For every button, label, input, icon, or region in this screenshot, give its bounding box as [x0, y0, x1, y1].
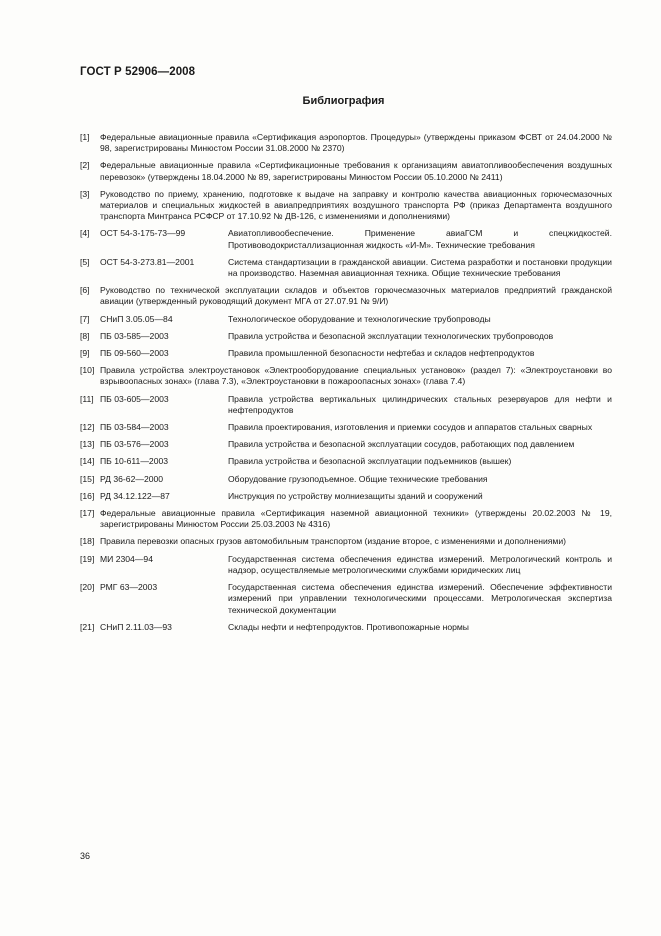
entry-text: Оборудование грузоподъемное. Общие технические требования: [228, 473, 488, 484]
entry-text: Руководство по приему, хранению, подготовке к выдаче на заправку и контролю качества авиационных горючесмазочных материалов и специальных жидкостей в авиапредприятиях воздушного транспорта РФ (приказ Департамента воздушного транспорта Минтранса РСФСР от 17.10.92 № ДВ-126, с изменениями и дополнениями): [100, 188, 612, 222]
entry-number: [2]: [80, 160, 90, 171]
entry-code: ПБ 03-576—2003: [100, 439, 169, 450]
bibliography-entry: [80, 536, 612, 547]
entry-number: [16]: [80, 490, 95, 501]
entry-text: Технологическое оборудование и технологические трубопроводы: [228, 313, 491, 324]
bibliography-list: [80, 132, 612, 639]
entry-text: Государственная система обеспечения единства измерений. Метрологический контроль и надзор, осуществляемые метрологическими службами юридических лиц: [228, 553, 612, 575]
entry-number: [6]: [80, 285, 90, 296]
entry-code: ПБ 03-605—2003: [100, 393, 169, 404]
entry-text: Инструкция по устройству молниезащиты зданий и сооружений: [228, 490, 483, 501]
entry-number: [10]: [80, 365, 95, 376]
bibliography-entry: [80, 491, 612, 502]
entry-number: [7]: [80, 313, 90, 324]
entry-number: [1]: [80, 132, 90, 142]
bibliography-entry: [80, 132, 612, 154]
entry-number: [11]: [80, 393, 94, 404]
entry-number: [17]: [80, 508, 95, 519]
entry-text: Государственная система обеспечения единства измерений. Обеспечение эффективности измерений при управлении технологическими процессами. Метрологическая экспертиза технической документации: [228, 582, 612, 615]
entry-number: [12]: [80, 422, 95, 433]
bibliography-entry: [80, 456, 612, 467]
bibliography-entry: [80, 439, 612, 450]
entry-code: ПБ 10-611—2003: [100, 456, 169, 467]
entry-code: ПБ 03-584—2003: [100, 422, 169, 433]
bibliography-entry: [80, 554, 612, 576]
entry-text: Правила устройства и безопасной эксплуатации подъемников (вышек): [228, 456, 512, 467]
entry-code: СНиП 2.11.03—93: [100, 621, 172, 632]
entry-code: ОСТ 54-3-175-73—99: [100, 228, 186, 239]
entry-text: Правила проектирования, изготовления и приемки сосудов и аппаратов стальных сварных: [228, 422, 593, 433]
entry-text: Правила устройства и безопасной эксплуатации сосудов, работающих под давлением: [228, 439, 575, 450]
entry-number: [21]: [80, 621, 95, 632]
bibliography-entry: [80, 331, 612, 342]
bibliography-title: Библиография: [302, 95, 385, 107]
entry-number: [8]: [80, 330, 90, 341]
entry-number: [18]: [80, 536, 95, 547]
entry-text: Правила перевозки опасных грузов автомобильным транспортом (издание второе, с изменениями и дополнениями): [100, 536, 566, 547]
entry-code: ОСТ 54-3-273.81—2001: [100, 256, 195, 267]
entry-text: Авиатопливообеспечение. Применение авиаГСМ и спецжидкостей. Противоводокристаллизационная жидкость «И-М». Технические требования: [228, 228, 612, 250]
bibliography-entry: [80, 257, 612, 279]
entry-number: [9]: [80, 348, 90, 359]
bibliography-entry: [80, 348, 612, 359]
entry-code: ПБ 03-585—2003: [100, 330, 169, 341]
entry-text: Федеральные авиационные правила «Сертификационные требования к организациям авиатопливообеспечения воздушных перевозок» (утверждены 18.04.2000 № 89, зарегистрированы Минюстом России 05.10.2000 № 2411): [100, 160, 612, 182]
entry-text: Руководство по технической эксплуатации складов и объектов горючесмазочных материалов предприятий гражданской авиации (утвержденный руководящий документ МГА от 27.07.91 № 9/И): [100, 285, 612, 307]
entry-code: ПБ 09-560—2003: [100, 348, 169, 359]
entry-text: Правила промышленной безопасности нефтебаз и складов нефтепродуктов: [228, 348, 535, 359]
entry-number: [13]: [80, 439, 95, 450]
entry-number: [15]: [80, 473, 95, 484]
bibliography-entry: [80, 314, 612, 325]
bibliography-entry: [80, 622, 612, 633]
entry-number: [19]: [80, 553, 95, 564]
entry-text: Склады нефти и нефтепродуктов. Противопожарные нормы: [228, 621, 469, 632]
entry-code: СНиП 3.05.05—84: [100, 313, 173, 324]
entry-number: [3]: [80, 188, 90, 199]
page-number: 36: [80, 851, 91, 861]
bibliography-entry: [80, 365, 612, 387]
entry-text: Правила устройства вертикальных цилиндрических стальных резервуаров для нефти и нефтепродуктов: [228, 393, 612, 415]
entry-code: РМГ 63—2003: [100, 582, 158, 593]
entry-text: Федеральные авиационные правила «Сертификация аэропортов. Процедуры» (утверждены приказом ФСВТ от 24.04.2000 № 98, зарегистрированы Минюстом России 31.08.2000 № 2370): [100, 132, 612, 154]
bibliography-entry: [80, 228, 612, 250]
entry-number: [20]: [80, 582, 95, 593]
entry-number: [4]: [80, 228, 90, 239]
entry-text: Федеральные авиационные правила «Сертификация наземной авиационной техники» (утверждены 20.02.2003 № 19, зарегистрированы Минюстом России 25.03.2003 № 4316): [100, 508, 612, 530]
bibliography-entry: [80, 160, 612, 182]
bibliography-entry: [80, 189, 612, 223]
entry-text: Правила устройства и безопасной эксплуатации технологических трубопроводов: [228, 330, 554, 341]
entry-text: Правила устройства электроустановок «Электрооборудование специальных установок» (раздел 7): «Электроустановки во взрывоопасных зонах» (глава 7.3), «Электроустановки в пожароопасных зонах» (глава 7.4): [100, 365, 612, 387]
bibliography-entry: [80, 422, 612, 433]
bibliography-entry: [80, 285, 612, 307]
document-code-header: ГОСТ Р 52906—2008: [80, 66, 196, 78]
bibliography-entry: [80, 508, 612, 530]
bibliography-entry: [80, 474, 612, 485]
entry-number: [5]: [80, 256, 90, 267]
entry-text: Система стандартизации в гражданской авиации. Система разработки и постановки продукции на производство. Наземная авиационная техника. Общие технические требования: [228, 256, 612, 279]
entry-number: [14]: [80, 456, 95, 467]
bibliography-entry: [80, 582, 612, 616]
entry-code: РД 34.12.122—87: [100, 490, 170, 501]
entry-code: РД 36-62—2000: [100, 473, 164, 484]
entry-code: МИ 2304—94: [100, 553, 153, 564]
bibliography-entry: [80, 394, 612, 416]
